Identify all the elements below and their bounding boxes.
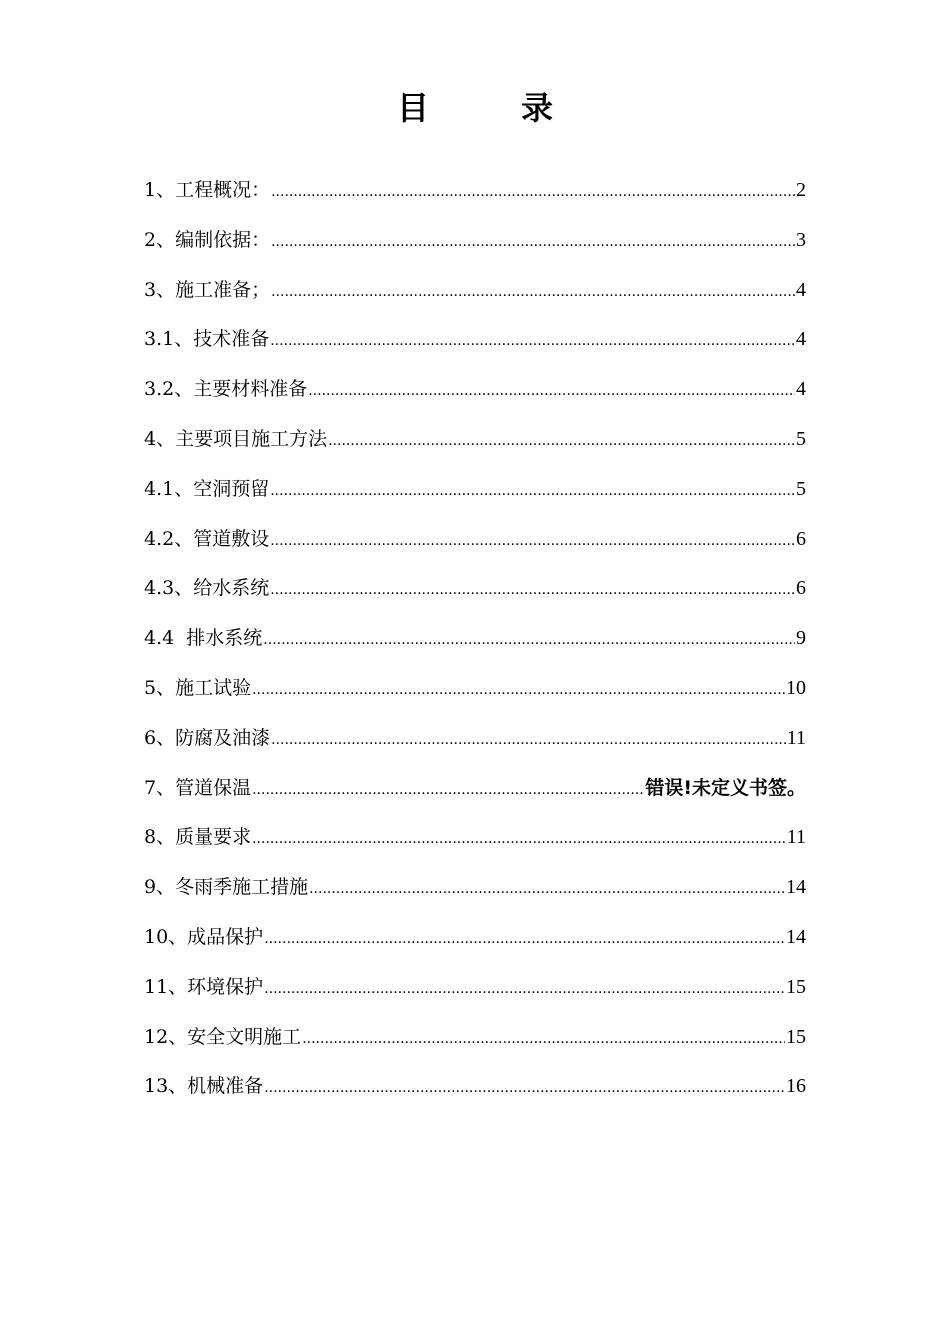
toc-page-number: 11 (786, 726, 806, 749)
toc-entry-label: 6、防腐及油漆 (144, 726, 271, 749)
toc-entry-label: 8、质量要求 (144, 826, 252, 849)
toc-entry-label: 3、施工准备； (144, 278, 271, 301)
toc-leader (328, 421, 795, 461)
toc-page-number: 4 (796, 278, 806, 301)
toc-entry[interactable] (144, 967, 806, 1017)
toc-leader (270, 521, 795, 561)
toc-leader (271, 222, 795, 262)
toc-entry[interactable] (144, 469, 806, 519)
toc-entry[interactable] (144, 270, 806, 320)
toc-page-number: 11 (786, 826, 806, 849)
toc-leader (252, 819, 786, 859)
toc-leader (271, 272, 795, 312)
toc-page-number: 5 (796, 477, 806, 500)
toc-leader (252, 770, 644, 810)
toc-entry-label: 4、主要项目施工方法 (144, 427, 328, 450)
toc-entry-label: 4.3、给水系统 (144, 577, 270, 600)
toc-page-number: 4 (796, 378, 806, 401)
toc-page-number: 14 (786, 925, 806, 948)
toc-leader (263, 620, 795, 660)
toc-entry-label: 11、环境保护 (144, 975, 264, 998)
toc-entry-label: 4.2、管道敷设 (144, 527, 270, 550)
toc-entry-label: 13、机械准备 (144, 1075, 264, 1098)
toc-entry-label: 12、安全文明施工 (144, 1025, 302, 1048)
toc-leader (308, 371, 795, 411)
toc-leader (264, 969, 785, 1009)
toc-entry-label: 5、施工试验 (144, 676, 252, 699)
toc-entry-label: 4.1、空洞预留 (144, 477, 270, 500)
toc-entry[interactable] (144, 419, 806, 469)
toc-leader (264, 919, 785, 959)
toc-entry-label: 3.2、主要材料准备 (144, 378, 308, 401)
toc-entry-label: 10、成品保护 (144, 925, 264, 948)
toc-leader (270, 570, 795, 610)
toc-page-number: 16 (786, 1075, 806, 1098)
toc-entry[interactable] (144, 1066, 806, 1116)
toc-page-number: 15 (786, 1025, 806, 1048)
toc-entry[interactable] (144, 917, 806, 967)
toc-page-number: 15 (786, 975, 806, 998)
toc-page-number: 6 (796, 577, 806, 600)
toc-page-number: 4 (796, 328, 806, 351)
toc-leader (270, 321, 795, 361)
toc-entry-label: 1、工程概况： (144, 179, 271, 201)
toc-leader (309, 869, 785, 909)
toc-entry[interactable] (144, 718, 806, 768)
toc-page-number: 14 (786, 876, 806, 899)
toc-page-number: 9 (796, 627, 806, 650)
table-of-contents (144, 170, 806, 1116)
toc-entry[interactable] (144, 867, 806, 917)
toc-leader (302, 1019, 785, 1059)
toc-entry[interactable] (144, 668, 806, 718)
toc-page-error-text: 错误!未定义书签。 (645, 776, 806, 799)
toc-entry[interactable] (144, 170, 806, 220)
toc-entry[interactable] (144, 568, 806, 618)
toc-leader (264, 1068, 785, 1108)
toc-entry-label: 2、编制依据： (144, 228, 271, 251)
toc-entry[interactable] (144, 817, 806, 867)
toc-entry[interactable] (144, 768, 806, 818)
toc-page-number: 3 (796, 228, 806, 251)
toc-entry-label: 4.4 排水系统 (144, 627, 263, 650)
toc-leader (270, 471, 795, 511)
page-title: 目 录 (396, 89, 583, 127)
toc-entry[interactable] (144, 220, 806, 270)
toc-entry[interactable] (144, 519, 806, 569)
toc-entry[interactable] (144, 1017, 806, 1067)
toc-leader (252, 670, 785, 710)
toc-leader (271, 172, 795, 212)
toc-page-number: 2 (796, 179, 806, 201)
toc-entry-label: 3.1、技术准备 (144, 328, 270, 351)
toc-page-number: 6 (796, 527, 806, 550)
toc-entry[interactable] (144, 319, 806, 369)
toc-entry-label: 9、冬雨季施工措施 (144, 876, 309, 899)
toc-page-number: 5 (796, 427, 806, 450)
toc-entry-label: 7、管道保温 (144, 776, 252, 799)
toc-leader (271, 720, 786, 760)
toc-page-number: 10 (786, 676, 806, 699)
toc-entry[interactable] (144, 618, 806, 668)
toc-entry[interactable] (144, 369, 806, 419)
